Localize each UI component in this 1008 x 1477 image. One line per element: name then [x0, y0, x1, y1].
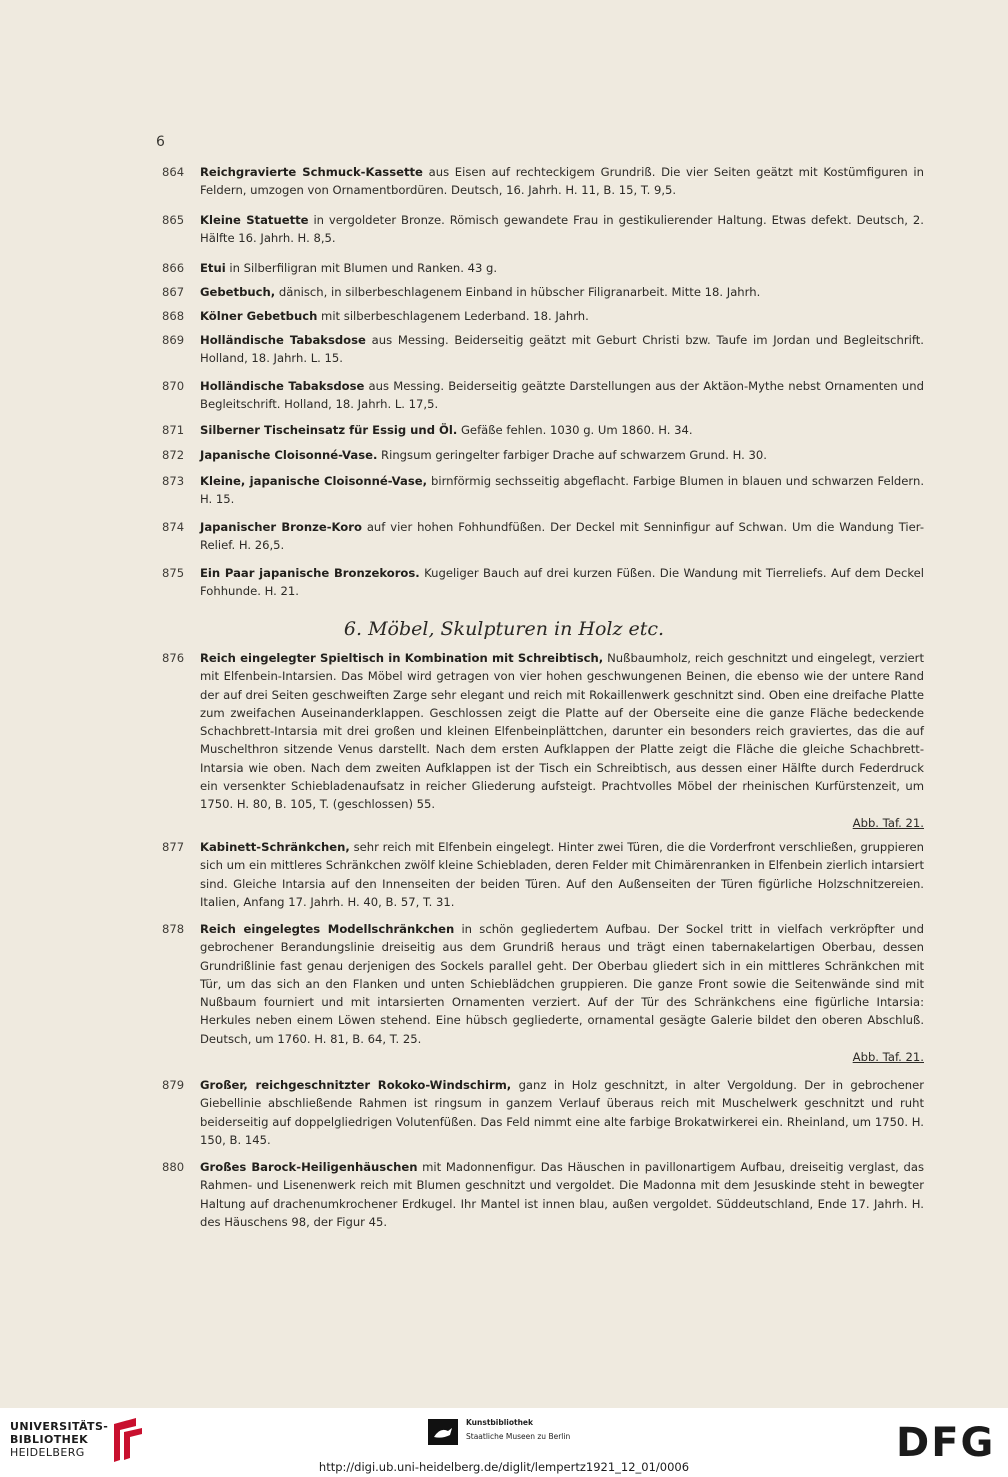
entry-title: Silberner Tischeinsatz für Essig und Öl. [200, 423, 458, 437]
uni-line1: UNIVERSITÄTS- [10, 1420, 109, 1433]
entry-description: mit silberbeschlagenem Lederband. 18. Jahrh. [317, 309, 589, 323]
entry-number: 876 [162, 651, 185, 665]
plate-reference: Abb. Taf. 21. [852, 1050, 924, 1065]
entry-body [200, 472, 924, 509]
catalog-entry [162, 421, 924, 439]
entry-body [200, 421, 924, 439]
entry-description: Gefäße fehlen. 1030 g. Um 1860. H. 34. [457, 423, 693, 437]
entry-number: 870 [162, 379, 185, 393]
catalog-entry [162, 163, 924, 200]
catalog-entry [162, 307, 924, 325]
entry-title: Kleine Statuette [200, 213, 309, 227]
entry-body [200, 920, 924, 1066]
entry-number: 869 [162, 333, 185, 347]
entry-description: auf vier hohen Fohhundfüßen. Der Deckel mit Senninfigur auf Schwan. Um die Wandung Tier-Relief. H. 26,5. [200, 520, 924, 553]
entry-body [200, 838, 924, 911]
entry-description: Nußbaumholz, reich geschnitzt und eingelegt, verziert mit Elfenbein-Intarsien. Das Möbel wird getragen von vier hohen geschwungenen Beinen, die ebenso wie der untere Rand der auf drei Seiten geschweiften Zarge sehr elegant und reich mit Rokaillenwerk geschnitzt sind. Oben eine dreifache Platte zum zweifachen Auseinanderklappen. Geschlossen zeigt die Platte auf der Oberseite eine die ganze Fläche bedeckende Schachbrett-Intarsia mit drei großen und kleinen Elfenbeinplättchen, darunter ein besonders reich graviertes, das die auf Muschelthron sitzende Venus darstellt. Nach dem ersten Aufklappen der Platte zeigt die Fläche die gleiche Schachbrett-Intarsia wie oben. Nach dem zweiten Aufklappen ist der Tisch ein Schreibtisch, aus dessen einer Hälfte durch Federdruck ein versenkter Schiebladenaufsatz in reicher Gliederung aufsteigt. Prachtvolles Möbel der rheinischen Kurfürstenzeit, um 1750. H. 80, B. 105, T. (geschlossen) 55. [200, 651, 924, 812]
kunstbibliothek-icon [428, 1419, 458, 1445]
entry-title: Etui [200, 261, 226, 275]
entry-number: 865 [162, 213, 185, 227]
entry-body [200, 211, 924, 248]
entry-description: aus Messing. Beiderseitig geätzt mit Geburt Christi bzw. Taufe im Jordan und Begleitschrift. Holland, 18. Jahrh. L. 15. [200, 333, 924, 366]
page-url[interactable]: http://digi.ub.uni-heidelberg.de/diglit/lempertz1921_12_01/0006 [318, 1460, 690, 1474]
uni-line3: HEIDELBERG [10, 1446, 85, 1459]
catalog-entry [162, 518, 924, 555]
catalog-entry [162, 446, 924, 464]
entry-title: Kabinett-Schränkchen, [200, 840, 350, 854]
plate-reference: Abb. Taf. 21. [852, 815, 924, 830]
entry-title: Holländische Tabaksdose [200, 379, 365, 393]
entry-number: 879 [162, 1078, 185, 1092]
entry-body [200, 564, 924, 601]
entry-description: mit Madonnenfigur. Das Häuschen in pavillonartigem Aufbau, dreiseitig verglast, das Rahmen- und Lisenenwerk reich mit Blumen geschnitzt und vergoldet. Die Madonna mit dem Jesuskinde steht in bewegter Haltung auf drachenumkrochener Erdkugel. Ihr Mantel ist innen blau, außen vergoldet. Süddeutschland, Ende 17. Jahrh. H. des Häuschens 98, der Figur 45. [200, 1160, 924, 1229]
entry-title: Reich eingelegtes Modellschränkchen [200, 922, 455, 936]
entry-title: Holländische Tabaksdose [200, 333, 366, 347]
dfg-logo[interactable]: DFG [896, 1420, 996, 1466]
catalog-entry [162, 259, 924, 277]
catalog-entry [162, 1076, 924, 1149]
entry-description: Kugeliger Bauch auf drei kurzen Füßen. Die Wandung mit Tierreliefs. Auf dem Deckel Fohhunde. H. 21. [200, 566, 924, 599]
catalog-entry [162, 283, 924, 301]
entry-number: 868 [162, 309, 185, 323]
page-number: 6 [156, 134, 165, 150]
entry-number: 871 [162, 423, 185, 437]
university-library-logo[interactable] [10, 1416, 160, 1466]
entry-description: in vergoldeter Bronze. Römisch gewandete Frau in gestikulierender Haltung. Etwas defekt. Deutsch, 2. Hälfte 16. Jahrh. H. 8,5. [200, 213, 924, 246]
catalog-entry [162, 1158, 924, 1231]
entry-body [200, 1158, 924, 1231]
entry-body [200, 1076, 924, 1149]
entry-description: aus Messing. Beiderseitig geätzte Darstellungen aus der Aktäon-Mythe nebst Ornamenten und Begleitschrift. Holland, 18. Jahrh. L. 17,5. [200, 379, 924, 412]
university-library-text [10, 1420, 108, 1459]
entry-description: birnförmig sechsseitig abgeflacht. Farbige Blumen in blauen und schwarzen Feldern. H. 15. [200, 474, 924, 507]
entry-body [200, 163, 924, 200]
entry-description: dänisch, in silberbeschlagenem Einband in hübscher Filigranarbeit. Mitte 18. Jahrh. [275, 285, 761, 299]
entry-number: 866 [162, 261, 185, 275]
entry-description: Ringsum geringelter farbiger Drache auf schwarzem Grund. H. 30. [377, 448, 767, 462]
entry-body [200, 331, 924, 368]
entry-number: 875 [162, 566, 185, 580]
entry-body [200, 518, 924, 555]
entry-number: 867 [162, 285, 185, 299]
section-heading: 6. Möbel, Skulpturen in Holz etc. [343, 618, 665, 640]
entry-description: ganz in Holz geschnitzt, in alter Vergoldung. Der in gebrochener Giebellinie abschließende Rahmen ist ringsum in ganzem Verlauf überaus reich mit Muschelwerk geschnitzt und ruht beiderseitig auf doppelgliedrigen Volutenfüßen. Das Feld nimmt eine alte farbige Brokatwirkerei ein. Rheinland, um 1750. H. 150, B. 145. [200, 1078, 924, 1147]
catalog-entry [162, 331, 924, 368]
entry-title: Großer, reichgeschnitzter Rokoko-Windschirm, [200, 1078, 512, 1092]
entry-number: 873 [162, 474, 185, 488]
entry-number: 880 [162, 1160, 185, 1174]
entry-description: aus Eisen auf rechteckigem Grundriß. Die vier Seiten geätzt mit Kostümfiguren in Feldern, umzogen von Ornamentbordüren. Deutsch, 16. Jahrh. H. 11, B. 15, T. 9,5. [200, 165, 924, 198]
entry-body [200, 307, 924, 325]
entry-number: 864 [162, 165, 185, 179]
entry-title: Kölner Gebetbuch [200, 309, 318, 323]
entry-body [200, 446, 924, 464]
catalog-entry [162, 472, 924, 509]
entry-body [200, 649, 924, 832]
entry-title: Kleine, japanische Cloisonné-Vase, [200, 474, 428, 488]
entry-title: Japanische Cloisonné-Vase. [200, 448, 378, 462]
entry-title: Ein Paar japanische Bronzekoros. [200, 566, 420, 580]
kunstbibliothek-logo[interactable] [428, 1416, 628, 1450]
catalog-entry [162, 564, 924, 601]
entry-description: in schön gegliedertem Aufbau. Der Sockel tritt in vielfach verkröpfter und gebrochener Berandungslinie dreiseitig aus dem Grundriß heraus und trägt einen tabernakelartigen Oberbau, dessen Grundrißlinie fast genau derjenigen des Sockels parallel geht. Der Oberbau gliedert sich in ein mittleres Schränkchen mit Tür, um das sich an den Flanken und unten Schieblädchen gruppieren. Die ganze Front sowie die Seitenwände sind mit Nußbaum fourniert und mit intarsierten Ornamenten verziert. Auf der Tür des Schränkchens eine figürliche Intarsia: Herkules neben einem Löwen stehend. Eine hübsch gegliederte, ornamental gesägte Galerie bildet den oberen Abschluß. Deutsch, um 1760. H. 81, B. 64, T. 25. [200, 922, 925, 1046]
uni-line2: BIBLIOTHEK [10, 1433, 89, 1446]
kb-line1: Kunstbibliothek [466, 1418, 534, 1427]
catalog-entry [162, 377, 924, 414]
entry-number: 874 [162, 520, 185, 534]
catalog-entry [162, 211, 924, 248]
kb-line2: Staatliche Museen zu Berlin [466, 1432, 571, 1441]
entry-title: Japanischer Bronze-Koro [200, 520, 362, 534]
catalog-entry [162, 649, 924, 832]
entry-title: Reich eingelegter Spieltisch in Kombination mit Schreibtisch, [200, 651, 604, 665]
entry-title: Großes Barock-Heiligenhäuschen [200, 1160, 418, 1174]
university-emblem-icon [106, 1416, 150, 1466]
entry-number: 878 [162, 922, 185, 936]
catalog-entry [162, 920, 924, 1066]
entry-number: 877 [162, 840, 185, 854]
entry-title: Gebetbuch, [200, 285, 276, 299]
entry-number: 872 [162, 448, 185, 462]
entry-title: Reichgravierte Schmuck-Kassette [200, 165, 423, 179]
entry-body [200, 259, 924, 277]
entry-description: in Silberfiligran mit Blumen und Ranken. 43 g. [225, 261, 498, 275]
entry-body [200, 283, 924, 301]
entry-body [200, 377, 924, 414]
entry-description: sehr reich mit Elfenbein eingelegt. Hinter zwei Türen, die die Vorderfront verschließen, gruppieren sich um ein mittleres Schränkchen zwölf kleine Schiebladen, deren Felder mit Chimärenranken in Elfenbein zierlich intarsiert sind. Gleiche Intarsia auf den Innenseiten der beiden Türen. Auf den Außenseiten der Türen figürliche Holzschnitzereien. Italien, Anfang 17. Jahrh. H. 40, B. 57, T. 31. [200, 840, 924, 909]
catalog-entry [162, 838, 924, 911]
